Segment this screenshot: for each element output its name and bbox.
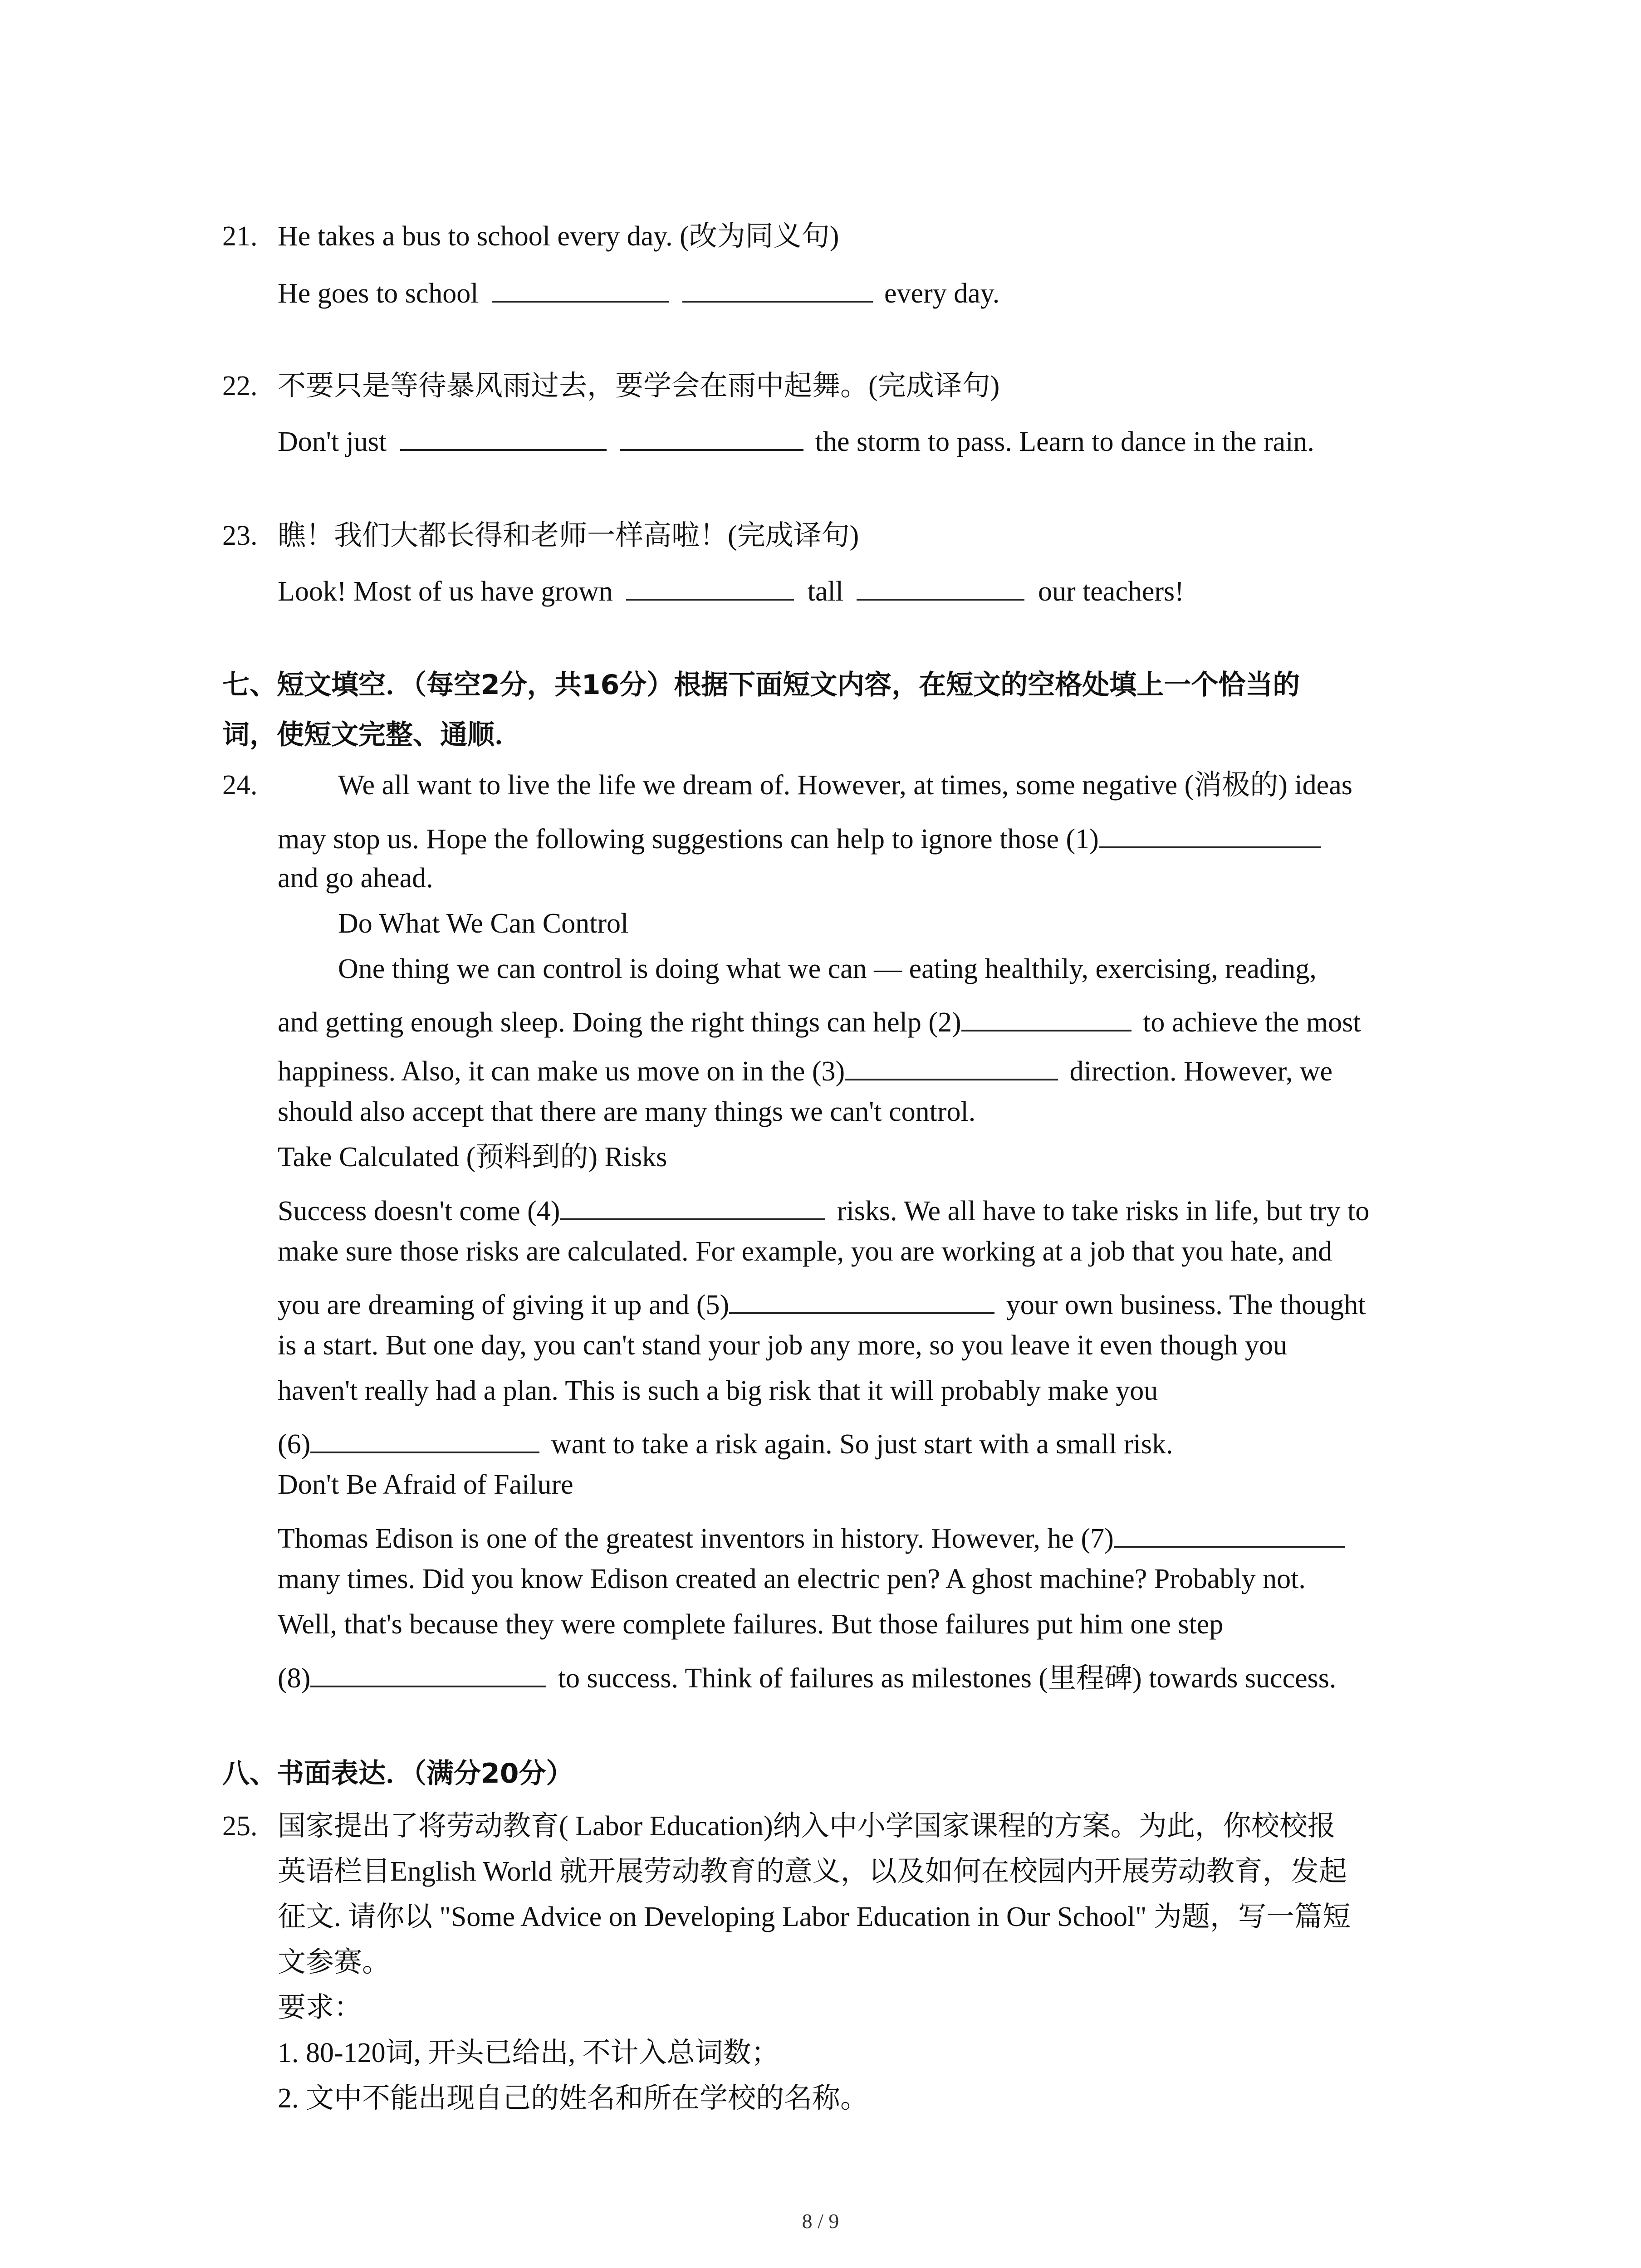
passage-text: (8) [278,1663,311,1694]
section-heading: 词，使短文完整、通顺． [222,719,522,751]
section-heading: 七、短文填空．（每空2分，共16分）根据下面短文内容，在短文的空格处填上一个恰当的 [222,669,1300,701]
prompt-line: 国家提出了将劳动教育( Labor Education)纳入中小学国家课程的方案。为此，你校校报 [278,1811,1336,1842]
passage-line: Well, that's because they were complete failures. But those failures put him one step [278,1609,1224,1640]
question-prompt: He takes a bus to school every day. (改为同义句) [278,221,839,252]
answer-blank-7[interactable] [1114,1520,1345,1548]
answer-line [278,274,999,308]
subheading: Don't Be Afraid of Failure [278,1469,573,1500]
answer-blank-8[interactable] [310,1659,546,1687]
page-number: 8 / 9 [802,2209,839,2233]
passage-line [278,1286,1366,1319]
prompt-line: 文参赛。 [278,1947,391,1978]
passage-text: direction. However, we [1069,1056,1333,1087]
passage-text: Success doesn't come (4) [278,1196,560,1227]
question-number: 25. [222,1811,258,1842]
passage-line: should also accept that there are many things we can't control. [278,1096,976,1127]
answer-line [278,572,1184,606]
passage-text: Thomas Edison is one of the greatest inventors in history. However, he (7) [278,1523,1114,1554]
requirements-label: 要求： [278,1992,362,2023]
passage-text: (6) [278,1429,311,1460]
answer-blank[interactable] [400,423,607,451]
question-number: 24. [222,770,258,801]
passage-line [278,820,1321,853]
passage-text: to success. Think of failures as milestones (里程碑) towards success. [558,1663,1337,1694]
question-prompt: 不要只是等待暴风雨过去，要学会在雨中起舞。(完成译句) [278,371,1000,401]
answer-line [278,423,1314,456]
answer-blank[interactable] [682,274,873,303]
question-number: 23. [222,520,258,551]
passage-line: is a start. But one day, you can't stand your job any more, so you leave it even though you [278,1330,1287,1361]
question-number: 22. [222,371,258,401]
question-prompt: 瞧！我们大都长得和老师一样高啦！(完成译句) [278,520,859,551]
section-heading: 八、书面表达．（满分20分） [222,1758,573,1789]
answer-blank[interactable] [492,274,669,303]
prompt-line: 英语栏目English World 就开展劳动教育的意义，以及如何在校园内开展劳动教育，发起 [278,1856,1347,1887]
passage-text: your own business. The thought [1006,1290,1366,1320]
requirement-item: 1. 80-120词, 开头已给出, 不计入总词数； [278,2038,779,2068]
passage-line: many times. Did you know Edison created an electric pen? A ghost machine? Probably not. [278,1564,1306,1594]
subheading: Take Calculated (预料到的) Risks [278,1142,667,1173]
requirement-item: 2. 文中不能出现自己的姓名和所在学校的名称。 [278,2083,869,2114]
passage-text: you are dreaming of giving it up and (5) [278,1290,730,1320]
answer-text: the storm to pass. Learn to dance in the rain. [815,426,1314,457]
answer-blank-5[interactable] [729,1286,994,1314]
answer-blank-3[interactable] [845,1052,1058,1080]
passage-text: may stop us. Hope the following suggestions can help to ignore those (1) [278,824,1099,855]
passage-line [278,1425,1173,1458]
answer-text: tall [807,576,843,607]
passage-text: happiness. Also, it can make us move on in the (3) [278,1056,845,1087]
answer-blank[interactable] [626,572,794,601]
passage-line [278,1192,1369,1225]
question-number: 21. [222,221,258,252]
passage-line: One thing we can control is doing what we can — eating healthily, exercising, reading, [338,953,1317,984]
passage-line [278,1520,1345,1553]
answer-text: He goes to school [278,278,479,309]
passage-line: and go ahead. [278,863,433,894]
answer-blank-2[interactable] [961,1003,1132,1031]
passage-line: make sure those risks are calculated. For example, you are working at a job that you hate, and [278,1236,1332,1267]
answer-text: our teachers! [1038,576,1184,607]
answer-text: Don't just [278,426,387,457]
answer-blank-1[interactable] [1099,820,1321,848]
passage-line [278,1659,1336,1692]
passage-text: want to take a risk again. So just start with a small risk. [551,1429,1173,1460]
answer-text: Look! Most of us have grown [278,576,613,607]
subheading: Do What We Can Control [338,908,629,939]
passage-text: risks. We all have to take risks in life, but try to [837,1196,1370,1227]
answer-blank[interactable] [620,423,803,451]
answer-text: every day. [884,278,1000,309]
passage-line: We all want to live the life we dream of. However, at times, some negative (消极的) ideas [338,770,1352,801]
passage-line [278,1003,1361,1036]
passage-text: to achieve the most [1143,1007,1361,1038]
prompt-line: 征文. 请你以 "Some Advice on Developing Labor Education in Our School" 为题，写一篇短 [278,1901,1351,1932]
answer-blank-4[interactable] [560,1192,825,1220]
passage-line: haven't really had a plan. This is such a big risk that it will probably make you [278,1375,1158,1406]
passage-text: and getting enough sleep. Doing the right things can help (2) [278,1007,961,1038]
answer-blank[interactable] [857,572,1024,601]
passage-line [278,1052,1332,1085]
answer-blank-6[interactable] [310,1425,539,1453]
